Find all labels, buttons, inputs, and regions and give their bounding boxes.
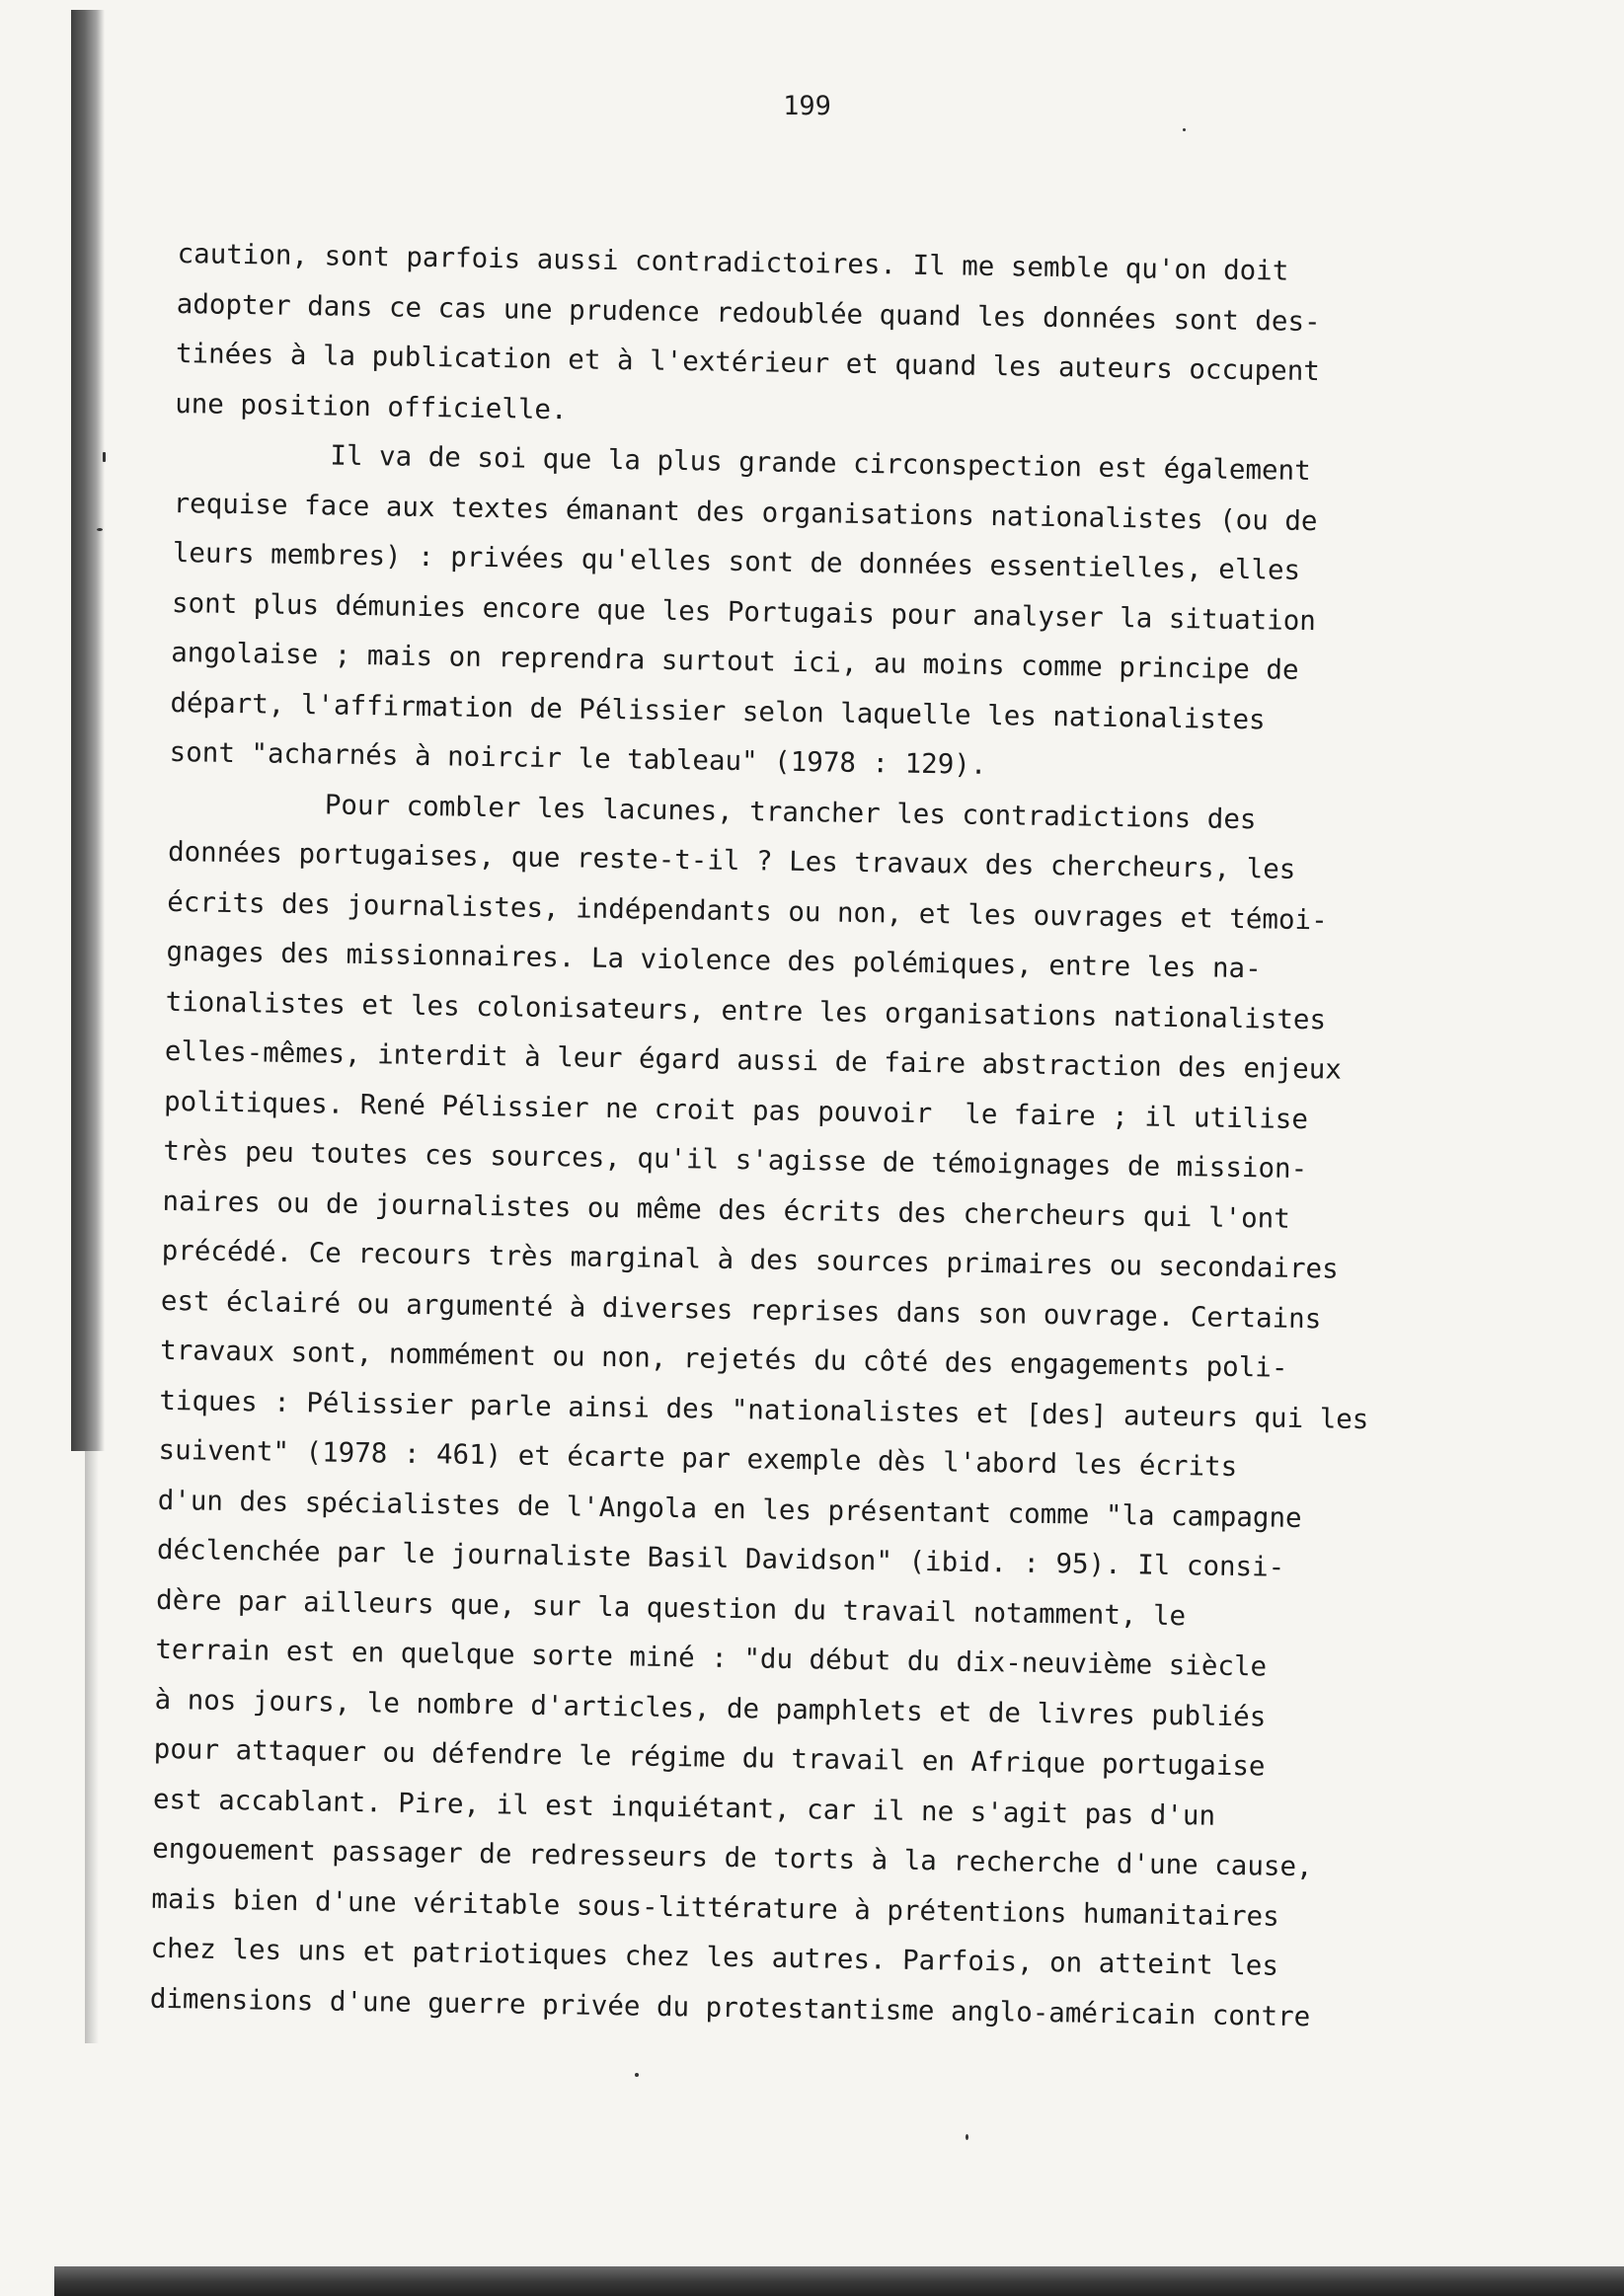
text-line: départ, l'affirmation de Pélissier selon laquelle les nationalistes [170,686,1266,735]
scan-speck [966,2134,968,2140]
text-line: écrits des journalistes, indépendants ou non, et les ouvrages et témoi- [167,885,1328,936]
text-line: sont plus démunies encore que les Portugais pour analyser la situation [171,586,1317,637]
text-line: elles-mêmes, interdit à leur égard aussi de faire abstraction des enjeux [164,1034,1343,1086]
text-line: une position officielle. [174,387,568,425]
scan-speck [97,528,103,531]
text-line: précédé. Ce recours très marginal à des sources primaires ou secondaires [161,1234,1339,1285]
text-line: dimensions d'une guerre privée du protestantisme anglo-américain contre [149,1982,1311,2032]
text-line: terrain est en quelque sorte miné : "du début du dix-neuvième siècle [155,1633,1268,1683]
text-line: très peu toutes ces sources, qu'il s'agisse de témoignages de mission- [163,1134,1308,1186]
scan-speck [635,2073,639,2077]
text-line: gnages des missionnaires. La violence des polémiques, entre les na- [166,935,1262,985]
text-line: engouement passager de redresseurs de torts à la recherche d'une cause, [151,1832,1313,1883]
body-text [149,229,1381,2042]
text-line: Pour combler les lacunes, trancher les contradictions des [324,788,1257,835]
text-line: est éclairé ou argumenté à diverses reprises dans son ouvrage. Certains [160,1284,1322,1335]
text-line: politiques. René Pélissier ne croit pas pouvoir le faire ; il utilise [163,1085,1309,1135]
scan-left-edge-shadow [85,1451,99,2043]
text-line: travaux sont, nommément ou non, rejetés du côté des engagements poli- [159,1334,1288,1384]
text-line: est accablant. Pire, il est inquiétant, car il ne s'agit pas d'un [152,1783,1216,1832]
text-line: déclenchée par le journaliste Basil Davidson" (ibid. : 95). Il consi- [156,1533,1285,1583]
text-line: tinées à la publication et à l'extérieur et quand les auteurs occupent [175,337,1321,388]
text-line: chez les uns et patriotiques chez les autres. Parfois, on atteint les [150,1932,1279,1982]
text-line: dère par ailleurs que, sur la question du travail notamment, le [155,1583,1187,1632]
text-line: à nos jours, le nombre d'articles, de pamphlets et de livres publiés [154,1683,1267,1732]
text-line: angolaise ; mais on reprendra surtout ici, au moins comme principe de [171,636,1299,686]
scan-left-edge [71,10,105,1451]
text-line: tiques : Pélissier parle ainsi des "nationalistes et [des] auteurs qui les [159,1384,1369,1435]
text-line: requise face aux textes émanant des organisations nationalistes (ou de [173,487,1318,537]
text-line: d'un des spécialistes de l'Angola en les présentant comme "la campagne [157,1484,1302,1534]
text-line: naires ou de journalistes ou même des écrits des chercheurs qui l'ont [162,1185,1291,1235]
text-line: mais bien d'une véritable sous-littérature à prétentions humanitaires [151,1882,1279,1933]
scan-speck [103,452,106,462]
text-line: Il va de soi que la plus grande circonspection est également [330,439,1311,488]
scan-speck [1183,128,1186,131]
text-line: leurs membres) : privées qu'elles sont de données essentielles, elles [172,536,1301,586]
text-line: caution, sont parfois aussi contradictoires. Il me semble qu'on doit [177,237,1289,287]
text-line: tionalistes et les colonisateurs, entre les organisations nationalistes [165,985,1327,1035]
text-line: données portugaises, que reste-t-il ? Les travaux des chercheurs, les [167,835,1296,885]
text-line: suivent" (1978 : 461) et écarte par exemple dès l'abord les écrits [158,1433,1238,1484]
page-number: 199 [783,91,831,121]
text-line: sont "acharnés à noircir le tableau" (1978 : 129). [169,735,987,781]
text-line: pour attaquer ou défendre le régime du travail en Afrique portugaise [153,1732,1266,1783]
text-line: adopter dans ce cas une prudence redoublée quand les données sont des- [176,287,1321,338]
scan-bottom-edge [54,2266,1624,2296]
